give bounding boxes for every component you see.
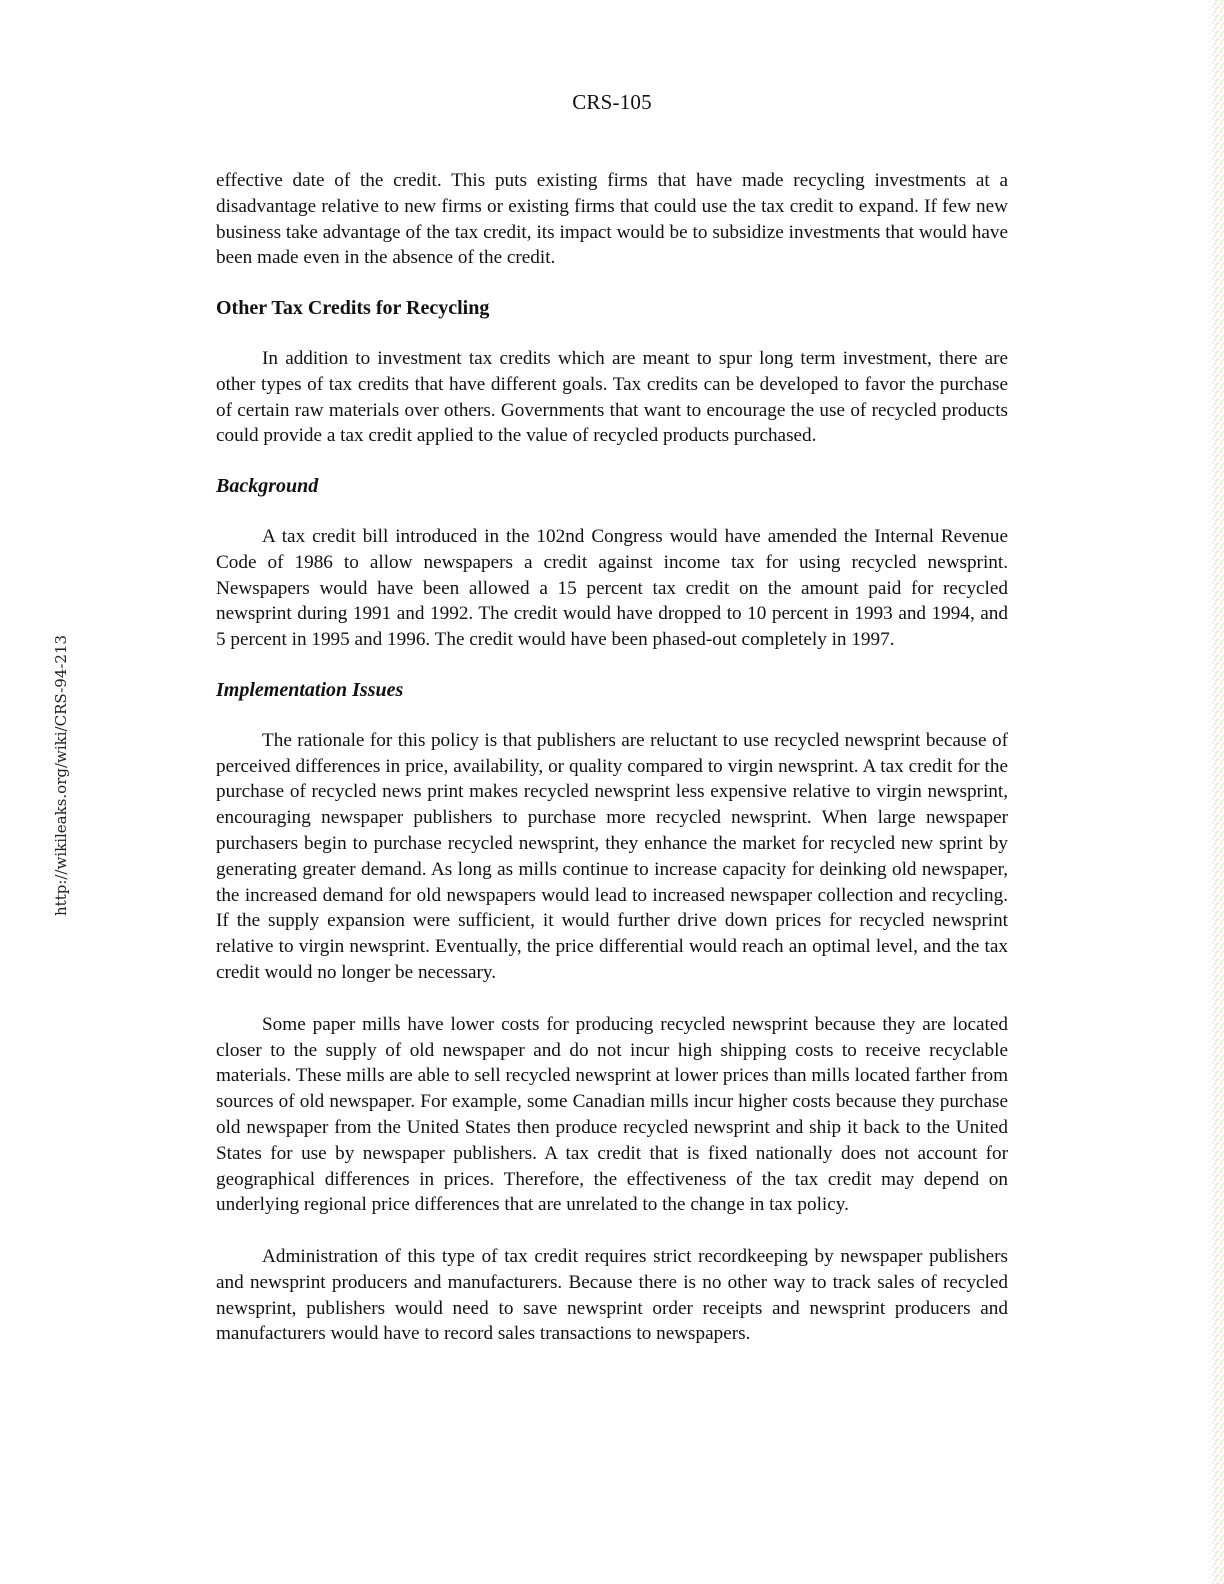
section-heading-other-tax-credits: Other Tax Credits for Recycling — [216, 297, 490, 320]
background-paragraph: A tax credit bill introduced in the 102nd Congress would have amended the Internal Revenue Code of 1986 to allow newspapers a credit against income tax for using recycled newsprint. Newspapers would have been allowed a 15 percent tax credit on the amount paid for recycled newsprint during 1991 and 1992. The credit would have dropped to 10 percent in 1993 and 1994, and 5 percent in 1995 and 1996. The credit would have been phased-out completely in 1997. — [216, 525, 1008, 651]
paragraph-gap — [216, 1218, 1008, 1244]
intro-paragraph: effective date of the credit. This puts existing firms that have made recycling investments at a disadvantage relative to new firms or existing firms that could use the tax credit to expand. If few new business take advantage of the tax credit, its impact would be to subsidize investments that would have been made even in the absence of the credit. — [216, 170, 1008, 269]
scan-edge-artifact — [1212, 0, 1224, 1584]
page-number-header: CRS-105 — [572, 90, 652, 114]
subsection-heading-background: Background — [216, 475, 319, 498]
document-body — [216, 168, 1008, 1347]
paragraph-gap — [216, 986, 1008, 1012]
side-source-url: http://wikileaks.org/wiki/CRS-94-213 — [52, 634, 70, 916]
implementation-paragraph-3: Administration of this type of tax credit requires strict recordkeeping by newspaper publishers and newsprint producers and manufacturers. Because there is no other way to track sales of recycled newsprint, publishers would need to save newsprint order receipts and newsprint producers and manufacturers would have to record sales transactions to newspapers. — [216, 1246, 1008, 1345]
other-credits-paragraph: In addition to investment tax credits which are meant to spur long term investment, there are other types of tax credits that have different goals. Tax credits can be developed to favor the purchase of certain raw materials over others. Governments that want to encourage the use of recycled products could provide a tax credit applied to the value of recycled products purchased. — [216, 347, 1008, 447]
subsection-heading-implementation-issues: Implementation Issues — [216, 678, 404, 701]
implementation-paragraph-1: The rationale for this policy is that publishers are reluctant to use recycled newsprint because of perceived differences in price, availability, or quality compared to virgin newsprint. A tax credit for the purchase of recycled news print makes recycled newsprint less expensive relative to virgin newsprint, encouraging newspaper publishers to purchase more recycled newsprint. When large newspaper purchasers begin to purchase recycled newsprint, they enhance the market for recycled new sprint by generating greater demand. As long as mills continue to increase capacity for deinking old newspaper, the increased demand for old newspapers would lead to increased newspaper collection and recycling. If the supply expansion were sufficient, it would further drive down prices for recycled newsprint relative to virgin newsprint. Eventually, the price differential would reach an optimal level, and the tax credit would no longer be necessary. — [216, 729, 1008, 983]
implementation-paragraph-2: Some paper mills have lower costs for producing recycled newsprint because they are located closer to the supply of old newspaper and do not incur high shipping costs to receive recyclable materials. These mills are able to sell recycled newsprint at lower prices than mills located farther from sources of old newspaper. For example, some Canadian mills incur higher costs because they purchase old newspaper from the United States then produce recycled newsprint and ship it back to the United States for use by newspaper publishers. A tax credit that is fixed nationally does not account for geographical differences in prices. Therefore, the effectiveness of the tax credit may depend on underlying regional price differences that are unrelated to the change in tax policy. — [216, 1013, 1008, 1216]
